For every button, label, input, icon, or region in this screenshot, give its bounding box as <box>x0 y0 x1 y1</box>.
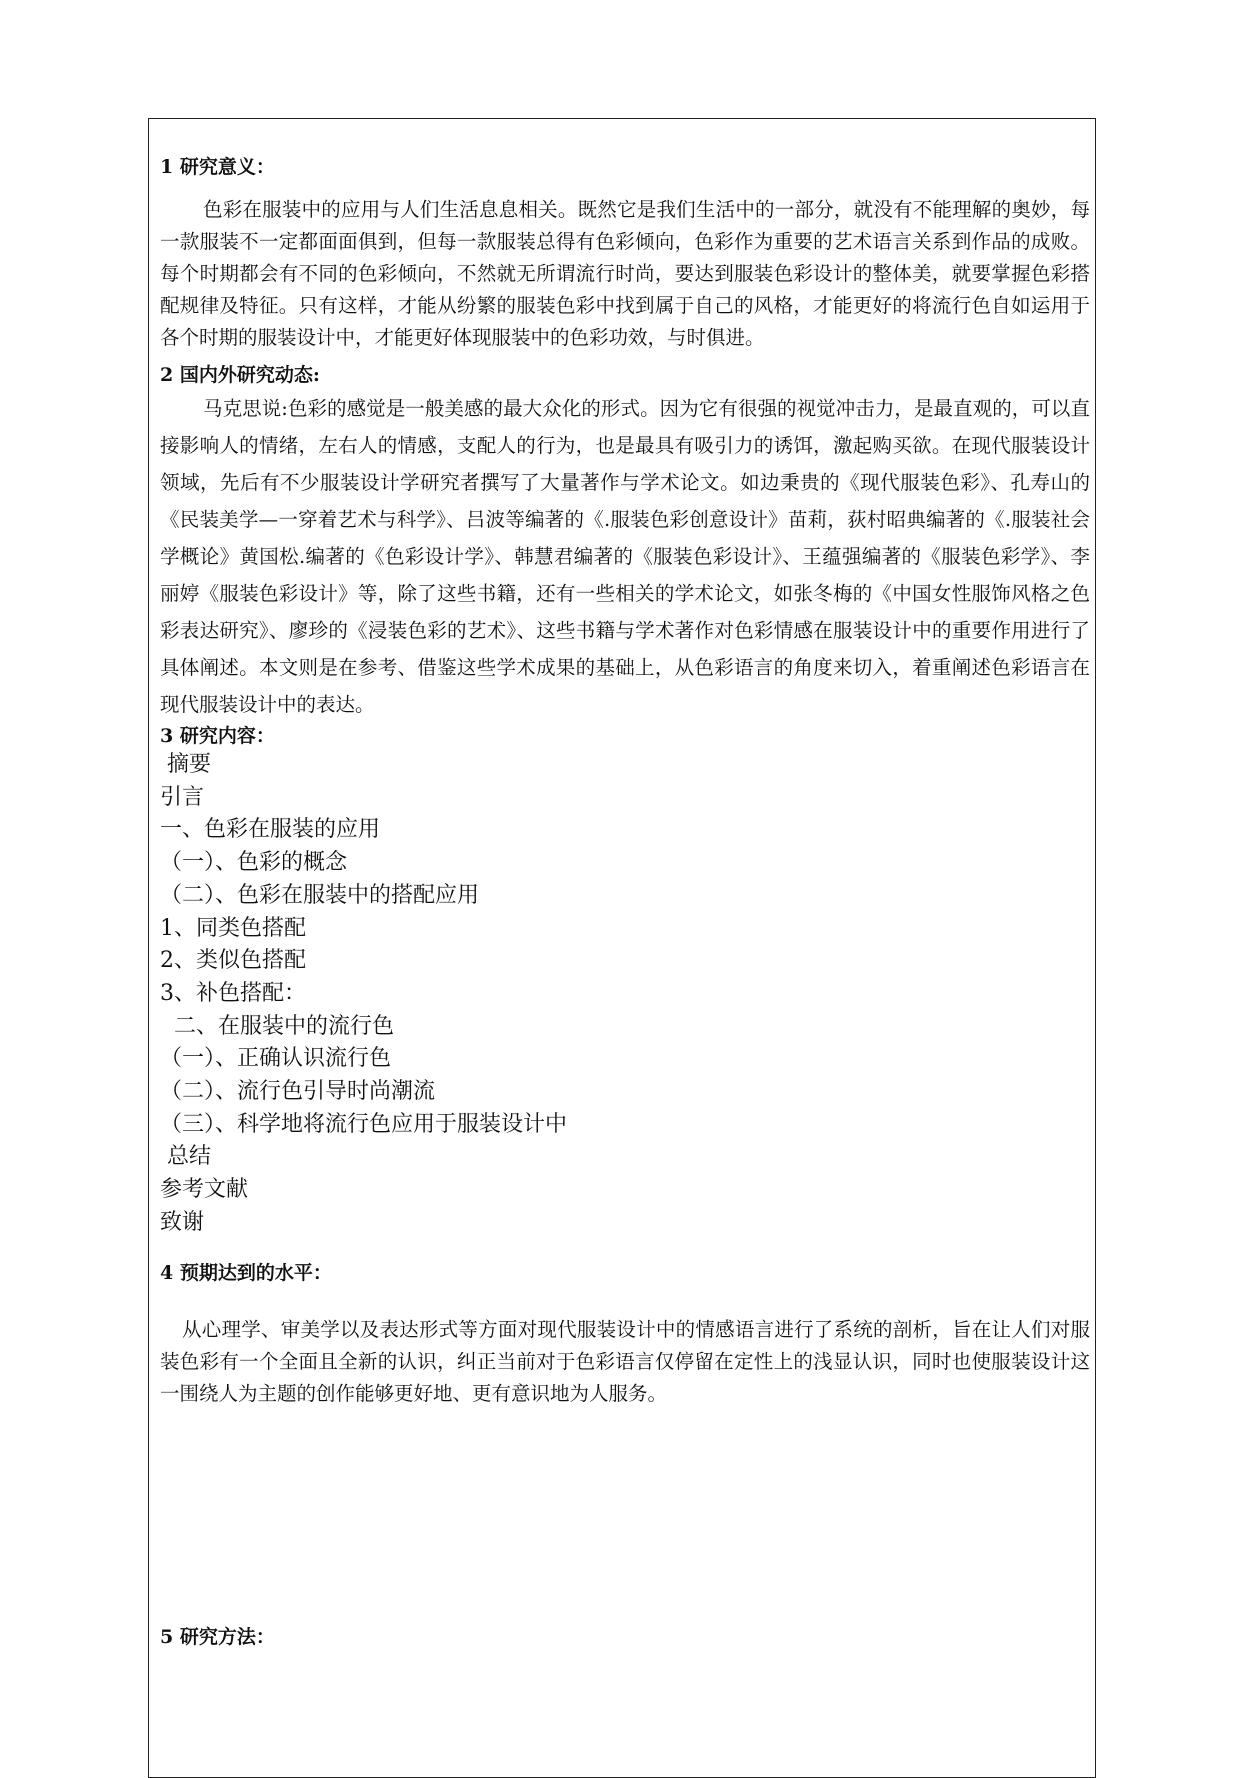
outline-item: 参考文献 <box>160 1177 249 1203</box>
outline-item: 3、补色搭配： <box>160 980 306 1006</box>
section-2-body: 马克思说:色彩的感觉是一般美感的最大众化的形式。因为它有很强的视觉冲击力，是最直观的，可以直接影响人的情绪，左右人的情感，支配人的行为，也是最具有吸引力的诱饵，激起购买欲。在现代服装设计领域，先后有不少服装设计学研究者撰写了大量著作与学术论文。如边秉贵的《现代服装色彩》、孔寿山的《民装美学—一穿着艺术与科学》、吕波等编著的《.服装色彩创意设计》苗莉，荻村昭典编著的《.服装社会学概论》黄国松.编著的《色彩设计学》、韩慧君编著的《服装色彩设计》、王蕴强编著的《服装色彩学》、李丽婷《服装色彩设计》等，除了这些书籍，还有一些相关的学术论文，如张冬梅的《中国女性服饰风格之色彩表达研究》、廖珍的《浸装色彩的艺术》、这些书籍与学术著作对色彩情感在服装设计中的重要作用进行了具体阐述。本文则是在参考、借鉴这些学术成果的基础上，从色彩语言的角度来切入，着重阐述色彩语言在现代服装设计中的表达。 <box>160 397 1090 716</box>
section-3-heading: 3 研究内容： <box>160 725 275 747</box>
section-1-body: 色彩在服装中的应用与人们生活息息相关。既然它是我们生活中的一部分，就没有不能理解的奥妙，每一款服装不一定都面面俱到，但每一款服装总得有色彩倾向，色彩作为重要的艺术语言关系到作品的成败。每个时期都会有不同的色彩倾向，不然就无所谓流行时尚，要达到服装色彩设计的整体美，就要掌握色彩搭配规律及特征。只有这样，才能从纷繁的服装色彩中找到属于自己的风格，才能更好的将流行色自如运用于各个时期的服装设计中，才能更好体现服装中的色彩功效，与时俱进。 <box>160 198 1090 349</box>
section-4-heading: 4 预期达到的水平： <box>160 1261 332 1284</box>
outline-item: 二、在服装中的流行色 <box>160 1013 394 1039</box>
section-1-heading: 1 研究意义： <box>160 156 275 178</box>
outline-item: 一、色彩在服装的应用 <box>160 817 381 843</box>
outline-item: （一）、色彩的概念 <box>160 850 348 876</box>
outline-item: 总结 <box>160 1144 211 1170</box>
outline-item: 1、同类色搭配 <box>160 915 306 941</box>
outline-item: （二）、流行色引导时尚潮流 <box>160 1079 436 1105</box>
section-5-heading: 5 研究方法： <box>160 1625 275 1648</box>
outline-item: 摘要 <box>160 752 211 777</box>
outline-item: （三）、科学地将流行色应用于服装设计中 <box>160 1111 568 1137</box>
outline-item: （一）、正确认识流行色 <box>160 1046 392 1072</box>
section-4-body: 从心理学、审美学以及表达形式等方面对现代服装设计中的情感语言进行了系统的剖析，旨在让人们对服装色彩有一个全面且全新的认识，纠正当前对于色彩语言仅停留在定性上的浅显认识，同时也使服装设计这一围绕人为主题的创作能够更好地、更有意识地为人服务。 <box>160 1317 1090 1405</box>
outline-item: 2、类似色搭配 <box>160 948 306 974</box>
document-content <box>160 140 1090 1650</box>
outline-list <box>160 749 1090 1240</box>
section-2-heading: 2 国内外研究动态: <box>160 364 320 386</box>
outline-item: 引言 <box>160 784 205 810</box>
outline-item: （二）、色彩在服装中的搭配应用 <box>160 882 480 908</box>
outline-item: 致谢 <box>160 1209 205 1235</box>
